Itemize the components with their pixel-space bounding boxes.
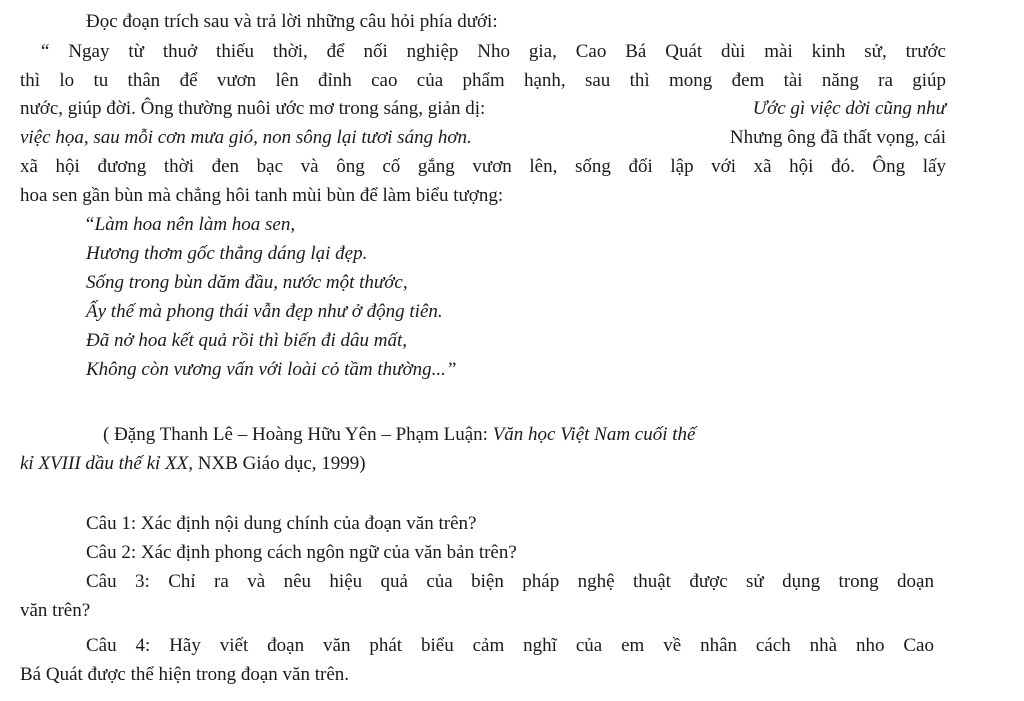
passage-line-5: xã hội đương thời đen bạc và ông cố gắng vươn lên, sống đối lập với xã hội đó. Ông lấy [20, 156, 946, 177]
question-4-line-2: Bá Quát được thể hiện trong đoạn văn trên. [20, 664, 350, 685]
source-title-part2: kỉ XVIII dầu thế kỉ XX, [20, 453, 194, 474]
source-title-part1: Văn học Việt Nam cuối thế [492, 424, 696, 445]
passage-line-6: hoa sen gần bùn mà chẳng hôi tanh mùi bùn để làm biểu tượng: [20, 185, 504, 206]
passage-line-3 [20, 99, 946, 118]
poem-line-1: “Làm hoa nên làm hoa sen, [84, 214, 296, 235]
passage-line-1: “ Ngay từ thuở thiếu thời, để nối nghiệp Nho gia, Cao Bá Quát dùi mài kinh sử, trước [41, 41, 946, 62]
poem-line-3: Sống trong bùn dăm đầu, nước một thước, [86, 272, 408, 293]
question-2: Câu 2: Xác định phong cách ngôn ngữ của văn bản trên? [86, 542, 517, 563]
source-publisher: NXB Giáo dục, 1999) [193, 453, 366, 474]
instruction-text: Đọc đoạn trích sau và trả lời những câu hỏi phía dưới: [86, 11, 498, 32]
poem-line-5: Đã nở hoa kết quả rồi thì biến đi dâu mất, [86, 330, 407, 351]
source-line-2 [20, 454, 366, 473]
passage-line-4-italic: việc họa, sau mỗi cơn mưa gió, non sông lại tươi sáng hơn. [20, 127, 472, 148]
question-1: Câu 1: Xác định nội dung chính của đoạn văn trên? [86, 513, 477, 534]
passage-line-2: thì lo tu thân để vươn lên đỉnh cao của phẩm hạnh, sau thì mong đem tài năng ra giúp [20, 70, 946, 91]
poem-line-2: Hương thơm gốc thẳng dáng lại đẹp. [86, 243, 368, 264]
question-3-line-2: văn trên? [20, 600, 91, 621]
question-4-line-1: Câu 4: Hãy viết đoạn văn phát biểu cảm nghĩ của em về nhân cách nhà nho Cao [86, 635, 934, 656]
passage-line-3-italic: Ước gì việc dời cũng như [752, 98, 946, 119]
poem-line-6: Không còn vương vấn với loài cỏ tầm thường...” [86, 359, 457, 380]
source-authors: ( Đặng Thanh Lê – Hoàng Hữu Yên – Phạm Luận: [103, 424, 493, 445]
passage-line-3-normal: nước, giúp đời. Ông thường nuôi ước mơ trong sáng, giản dị: [20, 98, 491, 119]
passage-line-4-normal: Nhưng ông đã thất vọng, cái [725, 127, 946, 148]
question-3-line-1: Câu 3: Chỉ ra và nêu hiệu quả của biện pháp nghệ thuật được sử dụng trong doạn [86, 571, 934, 592]
poem-line-4: Ấy thế mà phong thái vẫn đẹp như ở động tiên. [86, 301, 443, 322]
passage-line-4 [20, 128, 946, 147]
source-line-1 [103, 425, 695, 444]
